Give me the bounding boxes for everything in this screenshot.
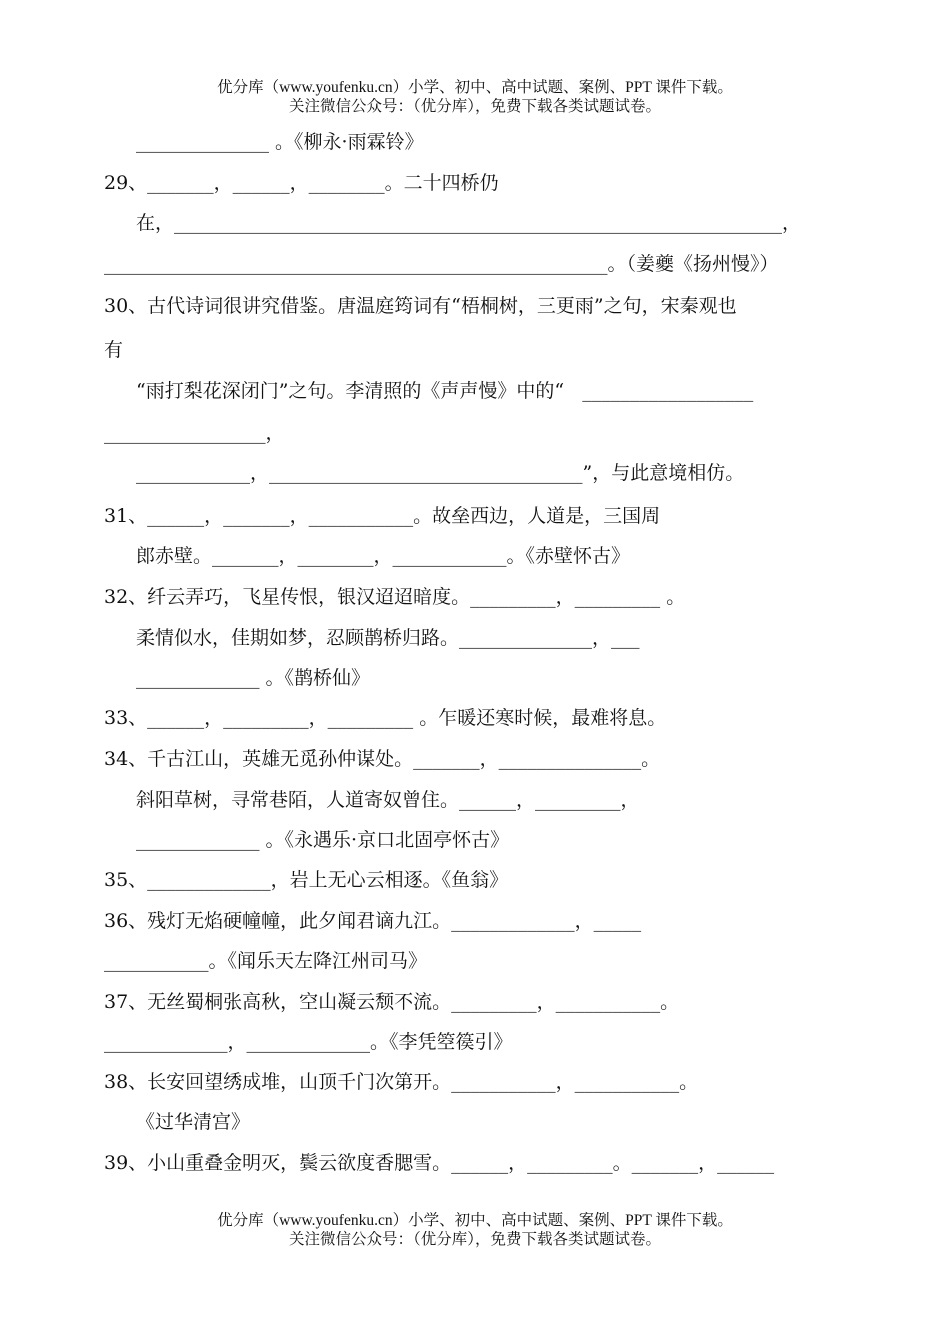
question-37: 37、无丝蜀桐张高秋，空山凝云颓不流。_________，___________。 — [104, 991, 680, 1013]
text-line: _____________________________________________________。（姜夔《扬州慢》） — [104, 253, 779, 275]
question-30: 30、古代诗词很讲究借鉴。唐温庭筠词有“梧桐树，三更雨”之句，宋秦观也 — [104, 295, 737, 317]
text-line: _________________， — [104, 422, 285, 444]
text-line: 在，________________________________________________________________， — [136, 212, 802, 234]
text-line: _____________ 。《永遇乐·京口北固亭怀古》 — [136, 829, 510, 851]
header-line-1: 优分库（www.youfenku.cn）小学、初中、高中试题、案例、PPT 课件下载。 — [217, 79, 733, 96]
question-29: 29、_______，______，________。二十四桥仍 — [104, 172, 499, 194]
question-32: 32、纤云弄巧，飞星传恨，银汉迢迢暗度。_________，_________ 。 — [104, 586, 686, 608]
text-line: _____________，_____________。《李凭箜篌引》 — [104, 1031, 513, 1053]
text-line: ______________ 。《柳永·雨霖铃》 — [136, 131, 424, 153]
question-35: 35、_____________，岩上无心云相逐。《鱼翁》 — [104, 869, 509, 891]
footer-line-2: 关注微信公众号：（优分库），免费下载各类试题试卷。 — [288, 1231, 661, 1248]
question-38: 38、长安回望绣成堆，山顶千门次第开。___________，___________。 — [104, 1071, 699, 1093]
text-line: 斜阳草树，寻常巷陌，人道寄奴曾住。______，_________， — [136, 789, 640, 811]
text-line: _____________ 。《鹊桥仙》 — [136, 667, 371, 689]
footer-line-1: 优分库（www.youfenku.cn）小学、初中、高中试题、案例、PPT 课件下载。 — [217, 1212, 733, 1229]
question-33: 33、______，_________，_________ 。乍暖还寒时候，最难将息。 — [104, 707, 667, 729]
question-39: 39、小山重叠金明灭，鬓云欲度香腮雪。______，_________。_______，______ — [104, 1152, 775, 1174]
question-31: 31、______，_______，___________。故垒西边，人道是，三国周 — [104, 505, 661, 527]
question-36: 36、残灯无焰硬幢幢，此夕闻君谪九江。_____________，_____ — [104, 910, 642, 932]
page-footer — [0, 1211, 950, 1249]
text-line: 《过华清宫》 — [136, 1111, 251, 1133]
text-line: ___________。《闻乐天左降江州司马》 — [104, 950, 428, 972]
header-line-2: 关注微信公众号：（优分库），免费下载各类试题试卷。 — [288, 98, 661, 115]
question-34: 34、千古江山，英雄无觅孙仲谋处。_______，_______________。 — [104, 748, 661, 770]
text-line: ____________，_________________________________”，与此意境相仿。 — [136, 462, 745, 484]
text-line: 有 — [104, 339, 124, 361]
text-line: 郎赤壁。_______，________，____________。《赤壁怀古》 — [136, 545, 631, 567]
text-line: “雨打梨花深闭门”之句。李清照的《声声慢》中的“ __________________ — [136, 380, 754, 402]
page-header — [0, 78, 950, 116]
text-line: 柔情似水，佳期如梦，忍顾鹊桥归路。______________，___ — [136, 627, 640, 649]
